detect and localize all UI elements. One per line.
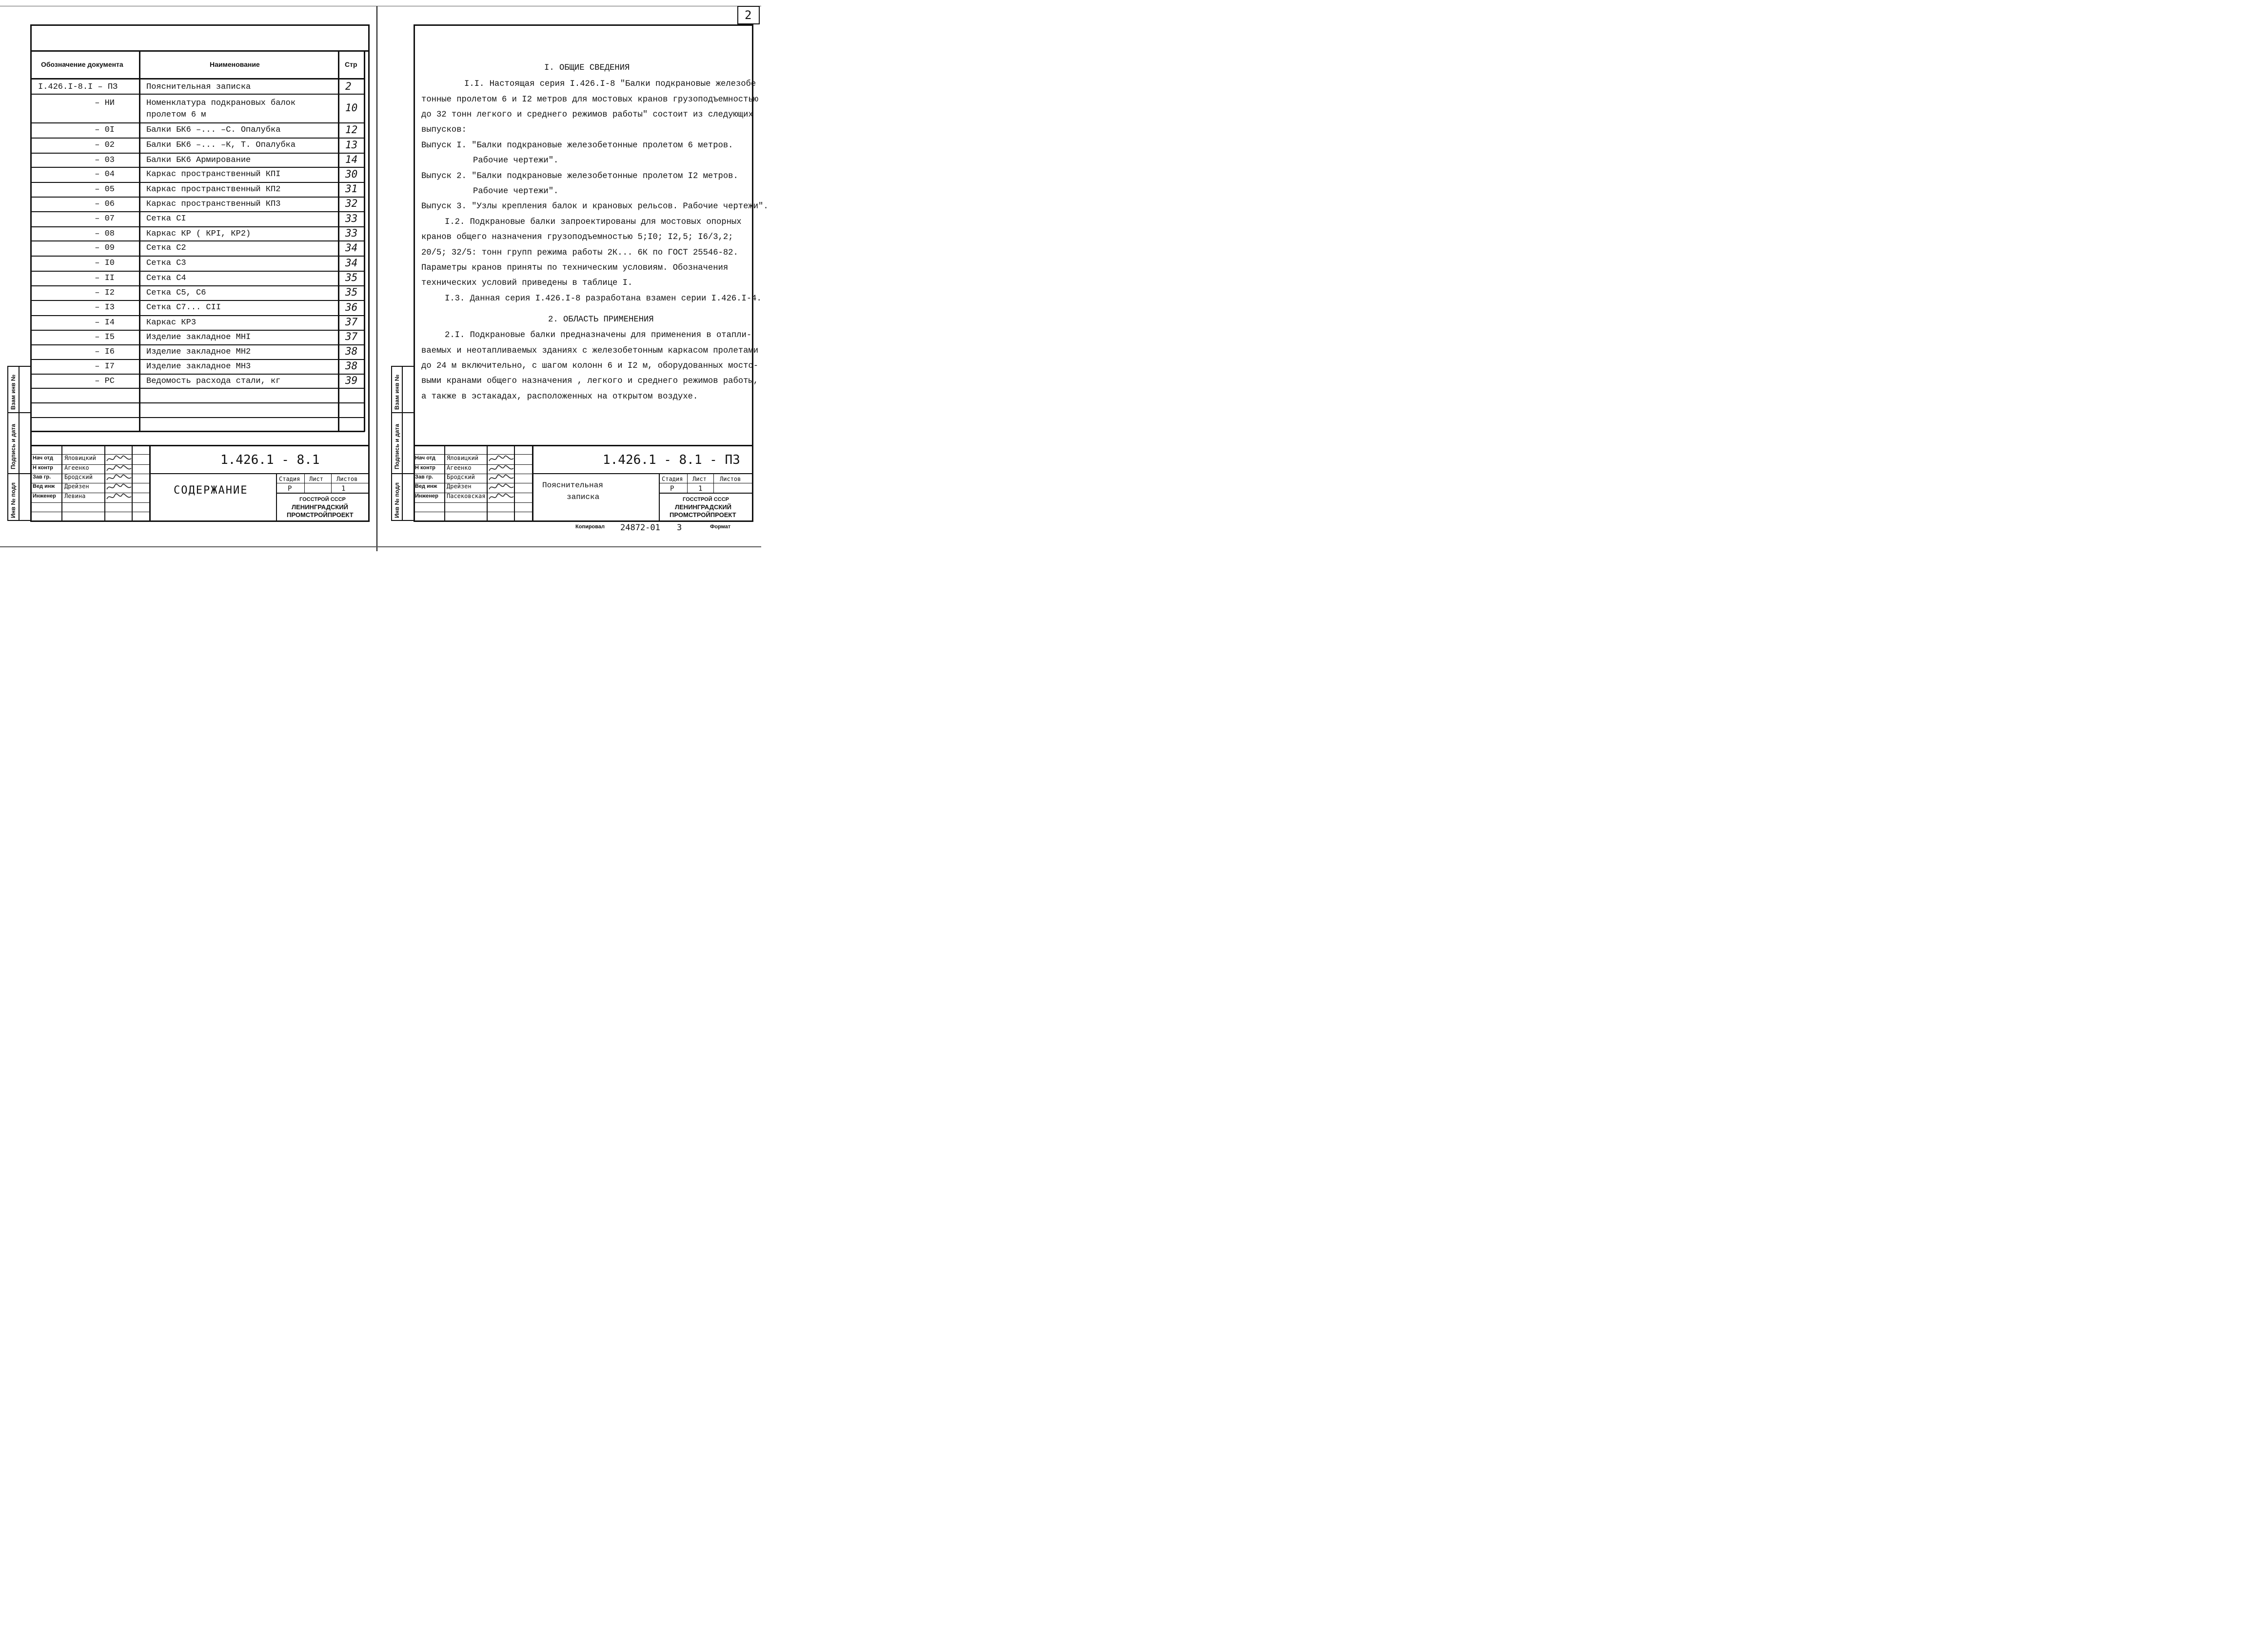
r-side-label-replace: Взам инв №: [394, 374, 400, 410]
bottom-edge-line: [0, 546, 761, 547]
section-1-title: I. ОБЩИЕ СВЕДЕНИЯ: [544, 63, 630, 73]
signature-mark: [105, 473, 133, 483]
body-line: до 32 тонн легкого и среднего режимов работы" состоит из следующих: [421, 110, 753, 120]
r-stamp-code-bottom: [532, 473, 753, 474]
r-stamp-col-a: [444, 445, 445, 522]
name-header: Наименование: [210, 60, 260, 68]
side-col-sep-2: [7, 473, 31, 474]
toc-empty-row-line: [30, 402, 365, 403]
toc-row-page: 12: [345, 123, 358, 136]
toc-row-name: Сетка С4: [146, 274, 186, 283]
toc-row-code: – РС: [95, 377, 115, 386]
toc-row-code: – 05: [95, 185, 115, 194]
body-line: 2.I. Подкрановые балки предназначены для применения в отапли-: [445, 331, 752, 340]
toc-row-name: Изделие закладное МНI: [146, 333, 251, 342]
designation-header: Обозначение документа: [41, 60, 123, 68]
toc-row-code: – I0: [95, 259, 115, 268]
toc-row-name: Каркас пространственный КПI: [146, 170, 281, 179]
r-org-line-3: ПРОМСТРОЙПРОЕКТ: [670, 511, 736, 519]
copied-label: Копировал: [575, 524, 605, 530]
stage-value: Р: [288, 485, 292, 493]
side-col-sep-1: [7, 412, 31, 413]
toc-row: [0, 240, 371, 256]
stamp-role: Н контр: [415, 465, 435, 471]
side-col-line-1: [7, 366, 8, 521]
body-line: тонные пролетом 6 и I2 метров для мостовых кранов грузоподъемностью: [421, 95, 759, 104]
toc-row-page: 31: [345, 183, 358, 195]
stamp-person-name: Яловицкий: [447, 455, 479, 461]
r-doc-code: 1.426.1 - 8.1 - П3: [603, 453, 740, 467]
toc-row: [0, 122, 371, 138]
body-line: Рабочие чертежи".: [473, 156, 559, 165]
toc-top-line: [30, 50, 370, 52]
body-line: Выпуск 3. "Узлы крепления балок и крановых рельсов. Рабочие чертежи".: [421, 202, 769, 211]
toc-row-name: Сетка С7... СII: [146, 303, 221, 312]
toc-row-name: Каркас КР ( КРI, КР2): [146, 229, 251, 239]
toc-row-code: – II: [95, 274, 115, 283]
toc-row: [0, 138, 371, 153]
toc-row: [0, 330, 371, 344]
signature-mark: [105, 482, 133, 492]
toc-row-page: 35: [345, 272, 358, 283]
r-side-col-line-2: [402, 366, 403, 521]
stamp-role: Зав гр.: [33, 474, 51, 480]
toc-empty-row-line: [30, 417, 365, 418]
r-sheets-label: Листов: [720, 476, 741, 482]
org-line-2: ЛЕНИНГРАДСКИЙ: [292, 503, 348, 511]
toc-row: [0, 94, 371, 122]
signature-mark: [105, 454, 133, 464]
r-stage-label: Стадия: [662, 476, 683, 482]
toc-row: [0, 80, 371, 94]
toc-row-name: Сетка С3: [146, 259, 186, 268]
r-org-line-1: ГОССТРОЙ СССР: [683, 497, 729, 502]
r-side-col-bottom: [391, 520, 414, 521]
side-col-bottom: [7, 520, 31, 521]
toc-row: [0, 167, 371, 182]
toc-row-code: – 07: [95, 214, 115, 223]
r-sheet-label: Лист: [692, 476, 707, 482]
stamp-stage-col: [304, 473, 305, 494]
body-line: ваемых и неотапливаемых зданиях с железобетонным каркасом пролетами: [421, 346, 759, 356]
signature-mark: [488, 482, 515, 492]
body-line: Выпуск I. "Балки подкрановые железобетонные пролетом 6 метров.: [421, 141, 733, 150]
side-col-top: [7, 366, 31, 367]
toc-row-page: 33: [345, 212, 358, 224]
body-line: технических условий приведены в таблице I.: [421, 279, 633, 288]
stamp-person-name: Агеенко: [64, 464, 89, 471]
toc-row: [0, 285, 371, 300]
toc-row-code: I.426.I-8.I – ПЗ: [38, 82, 118, 92]
toc-row-code: – 0I: [95, 125, 115, 135]
toc-row: [0, 211, 371, 226]
stamp-col-d: [149, 445, 151, 522]
doc-code: 1.426.1 - 8.1: [220, 453, 320, 467]
signature-mark: [488, 454, 515, 464]
toc-row: [0, 374, 371, 388]
stamp-title-right: [276, 473, 277, 522]
page-header: Стр: [345, 60, 357, 68]
stamp-role: Н контр: [33, 465, 53, 471]
toc-row-name-cont: пролетом 6 м: [146, 110, 206, 120]
r-sheet-title-1: Пояснительная: [542, 481, 603, 490]
body-line: кранов общего назначения грузоподъемностью 5;I0; I2,5; I6/3,2;: [421, 233, 733, 242]
toc-row-code: – I6: [95, 347, 115, 357]
stamp-value-row: [276, 493, 370, 494]
toc-row-code: – НИ: [95, 99, 115, 108]
sheets-label: Листов: [336, 476, 358, 482]
stamp-person-name: Пасековская: [447, 493, 486, 499]
body-line: Выпуск 2. "Балки подкрановые железобетонные пролетом I2 метров.: [421, 172, 738, 181]
stamp-row-6: [30, 502, 150, 503]
stamp-code-bottom: [149, 473, 370, 474]
toc-row-page: 34: [345, 241, 358, 254]
r-stamp-col-d: [532, 445, 533, 522]
org-line-3: ПРОМСТРОЙПРОЕКТ: [287, 511, 354, 519]
r-stamp-value-row: [659, 493, 753, 494]
toc-row-page: 14: [345, 153, 358, 165]
r-stamp-stage-col: [687, 473, 688, 494]
toc-row: [0, 359, 371, 374]
r-stamp-sheet-col: [713, 473, 714, 494]
r-stamp-title-right: [659, 473, 660, 522]
body-line: выми кранами общего назначения , легкого и среднего режимов работы,: [421, 377, 759, 386]
toc-row-page: 39: [345, 374, 358, 386]
toc-row: [0, 197, 371, 211]
toc-row-page: 37: [345, 316, 358, 328]
toc-row-name: Каркас КР3: [146, 318, 197, 327]
stamp-person-name: Агеенко: [447, 464, 472, 471]
r-sheet-value: 1: [698, 485, 703, 493]
stamp-role: Вед инж: [415, 483, 437, 489]
org-line-1: ГОССТРОЙ СССР: [299, 497, 346, 502]
toc-row-page: 38: [345, 360, 358, 372]
r-stage-value: Р: [670, 485, 674, 493]
r-stamp-top-line: [414, 445, 753, 446]
body-line: до 24 м включительно, с шагом колонн 6 и I2 м, оборудованных мосто-: [421, 361, 759, 371]
toc-row-page: 30: [345, 168, 358, 180]
stamp-role: Инженер: [415, 493, 438, 499]
toc-row: [0, 344, 371, 359]
toc-row: [0, 182, 371, 197]
signature-mark: [105, 492, 133, 502]
body-line: Параметры кранов приняты по техническим условиям. Обозначения: [421, 263, 729, 273]
footer-sheet-number: 3: [677, 523, 682, 533]
toc-row-code: – 02: [95, 140, 115, 150]
toc-row-page: 33: [345, 227, 358, 239]
signature-mark: [488, 464, 515, 474]
r-side-col-sep-2: [391, 473, 414, 474]
signature-mark: [488, 473, 515, 483]
toc-row-name: Балки БК6 Армирование: [146, 156, 251, 165]
body-line: 20/5; 32/5: тонн групп режима работы 2К... 6К по ГОСТ 25546-82.: [421, 248, 738, 258]
toc-row-code: – 08: [95, 229, 115, 239]
toc-row-name: Сетка С5, С6: [146, 288, 206, 298]
toc-row-name: Пояснительная записка: [146, 82, 251, 92]
body-line: I.2. Подкрановые балки запроектированы для мостовых опорных: [445, 218, 742, 227]
stamp-role: Инженер: [33, 493, 56, 499]
toc-row-page: 2: [345, 80, 352, 92]
toc-bottom-line: [30, 431, 365, 432]
toc-row-page: 36: [345, 301, 358, 313]
toc-row-name: Номенклатура подкрановых балок: [146, 99, 296, 108]
toc-row-name: Ведомость расхода стали, кг: [146, 377, 281, 386]
r-stamp-row-6: [414, 502, 533, 503]
stamp-person-name: Дрейзен: [64, 483, 89, 490]
toc-row-name: Каркас пространственный КП3: [146, 200, 281, 209]
stamp-role: Нач отд: [415, 455, 435, 461]
toc-row-code: – I2: [95, 288, 115, 298]
sheet-title: СОДЕРЖАНИЕ: [174, 484, 248, 497]
toc-row-page: 38: [345, 345, 358, 357]
toc-row: [0, 226, 371, 240]
r-side-col-top: [391, 366, 414, 367]
format-label: Формат: [710, 524, 731, 530]
toc-row-name: Балки БК6 –... –К, Т. Опалубка: [146, 140, 296, 150]
body-line: Рабочие чертежи".: [473, 187, 559, 196]
signature-mark: [105, 464, 133, 474]
stamp-sheet-col: [331, 473, 332, 494]
stamp-person-name: Бродский: [447, 474, 475, 480]
r-side-col-line-1: [391, 366, 392, 521]
toc-row: [0, 271, 371, 285]
sheets-value: 1: [341, 485, 346, 493]
toc-row-name: Каркас пространственный КП2: [146, 185, 281, 194]
body-line: I.I. Настоящая серия I.426.I-8 "Балки подкрановые железобе: [464, 80, 756, 89]
body-line: выпусков:: [421, 125, 467, 135]
toc-row-page: 10: [345, 101, 358, 114]
toc-row-code: – 03: [95, 156, 115, 165]
sheet-label: Лист: [309, 476, 323, 482]
stamp-top-line: [30, 445, 370, 446]
sheet-divider: [376, 6, 377, 551]
r-org-line-2: ЛЕНИНГРАДСКИЙ: [675, 503, 731, 511]
toc-row-page: 32: [345, 198, 358, 209]
toc-row-code: – 04: [95, 170, 115, 179]
r-side-col-sep-1: [391, 412, 414, 413]
signature-mark: [488, 492, 515, 502]
toc-row-page: 35: [345, 286, 358, 298]
side-label-replace: Взам инв №: [10, 374, 17, 410]
toc-row: [0, 315, 371, 330]
toc-row-code: – 09: [95, 243, 115, 253]
r-sheet-title-2: записка: [567, 493, 600, 501]
toc-row: [0, 256, 371, 271]
toc-row-code: – I5: [95, 333, 115, 342]
side-label-signature: Подпись и дата: [10, 424, 17, 469]
stamp-person-name: Яловицкий: [64, 455, 97, 461]
stamp-person-name: Дрейзен: [447, 483, 472, 490]
toc-row: [0, 300, 371, 315]
toc-row-code: – I4: [95, 318, 115, 327]
stamp-role: Вед инж: [33, 483, 55, 489]
body-line: I.3. Данная серия I.426.I-8 разработана взамен серии I.426.I-4.: [445, 294, 762, 303]
section-2-title: 2. ОБЛАСТЬ ПРИМЕНЕНИЯ: [548, 315, 654, 324]
toc-row-name: Изделие закладное МН3: [146, 362, 251, 371]
order-number: 24872-01: [620, 523, 660, 533]
stamp-person-name: Бродский: [64, 474, 93, 480]
stage-label: Стадия: [279, 476, 300, 482]
stamp-role: Нач отд: [33, 455, 53, 461]
side-label-inventory: Инв № подл: [10, 482, 17, 518]
toc-row-name: Балки БК6 –... –С. Опалубка: [146, 125, 281, 135]
r-side-label-signature: Подпись и дата: [394, 424, 400, 469]
r-side-label-inventory: Инв № подл: [394, 482, 400, 518]
stamp-col-a: [61, 445, 62, 522]
body-line: а также в эстакадах, расположенных на открытом воздухе.: [421, 392, 698, 401]
toc-row-page: 13: [345, 139, 358, 151]
toc-row-code: – 06: [95, 200, 115, 209]
page-number: 2: [745, 8, 752, 22]
toc-row-name: Сетка CI: [146, 214, 186, 223]
toc-row-name: Сетка С2: [146, 243, 186, 253]
toc-row-code: – I7: [95, 362, 115, 371]
stamp-role: Зав гр.: [415, 474, 434, 480]
side-col-line-2: [19, 366, 20, 521]
toc-row: [0, 153, 371, 167]
toc-row-line: [30, 388, 365, 389]
toc-row-page: 34: [345, 257, 358, 269]
toc-row-code: – I3: [95, 303, 115, 312]
toc-row-page: 37: [345, 331, 358, 342]
toc-row-name: Изделие закладное МН2: [146, 347, 251, 357]
stamp-person-name: Левина: [64, 493, 86, 499]
